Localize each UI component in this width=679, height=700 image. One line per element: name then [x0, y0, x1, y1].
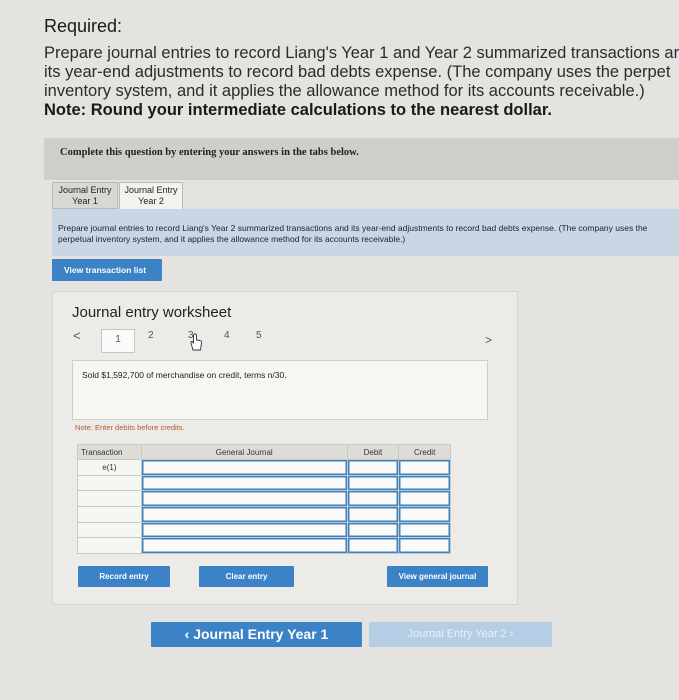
- account-input[interactable]: [141, 491, 347, 507]
- account-input[interactable]: [141, 506, 347, 522]
- debit-input[interactable]: [347, 491, 399, 507]
- previous-tab-button[interactable]: [151, 622, 362, 647]
- account-input[interactable]: [141, 522, 347, 538]
- transaction-cell: [78, 522, 142, 538]
- tab-journal-entry-year-1[interactable]: [52, 182, 118, 209]
- page-3[interactable]: 3: [188, 330, 194, 341]
- credit-input[interactable]: [399, 522, 451, 538]
- next-entry-icon[interactable]: >: [485, 333, 493, 347]
- transaction-description: Sold $1,592,700 of merchandise on credit, terms n/30.: [82, 370, 287, 380]
- tab-journal-entry-year-2[interactable]: [119, 182, 183, 209]
- column-header-debit: Debit: [347, 445, 399, 460]
- view-transaction-list-button[interactable]: View transaction list: [52, 259, 162, 281]
- debit-input[interactable]: [347, 460, 399, 476]
- page-2[interactable]: 2: [148, 330, 154, 341]
- debits-before-credits-note: Note: Enter debits before credits.: [75, 423, 185, 432]
- table-row: [78, 475, 451, 491]
- hand-pointer-icon: [188, 333, 204, 356]
- required-line-3: inventory system, and it applies the allowance method for its accounts receivable.): [44, 82, 645, 100]
- rounding-note: Note: Round your intermediate calculations to the nearest dollar.: [44, 101, 552, 119]
- table-row: [78, 538, 451, 554]
- chevron-left-icon: ‹: [184, 626, 194, 642]
- account-input[interactable]: [141, 460, 347, 476]
- complete-banner-text: Complete this question by entering your answers in the tabs below.: [60, 147, 359, 158]
- required-heading: Required:: [44, 16, 123, 36]
- worksheet-title: Journal entry worksheet: [72, 304, 232, 321]
- column-header-transaction: Transaction: [78, 445, 142, 460]
- required-line-1: Prepare journal entries to record Liang's Year 1 and Year 2 summarized transactions ar: [44, 44, 679, 62]
- tab-label-line2: Year 2: [138, 196, 164, 206]
- tab-label-line2: Year 1: [72, 196, 98, 206]
- debit-input[interactable]: [347, 506, 399, 522]
- next-tab-label: Journal Entry Year 2: [407, 628, 507, 640]
- complete-banner: [44, 138, 679, 180]
- transaction-cell: [78, 491, 142, 507]
- next-tab-button[interactable]: [369, 622, 552, 647]
- clear-entry-button[interactable]: Clear entry: [199, 566, 294, 587]
- table-row: [78, 491, 451, 507]
- credit-input[interactable]: [399, 506, 451, 522]
- required-line-2: its year-end adjustments to record bad debts expense. (The company uses the perpet: [44, 63, 671, 81]
- credit-input[interactable]: [399, 538, 451, 554]
- record-entry-button[interactable]: Record entry: [78, 566, 170, 587]
- column-header-general-journal: General Journal: [141, 445, 347, 460]
- journal-entry-table: [77, 444, 451, 554]
- account-input[interactable]: [141, 538, 347, 554]
- transaction-cell: [78, 475, 142, 491]
- table-row: [78, 506, 451, 522]
- debit-input[interactable]: [347, 475, 399, 491]
- column-header-credit: Credit: [399, 445, 451, 460]
- account-input[interactable]: [141, 475, 347, 491]
- credit-input[interactable]: [399, 475, 451, 491]
- credit-input[interactable]: [399, 491, 451, 507]
- table-row: [78, 460, 451, 476]
- page-1[interactable]: 1: [101, 329, 135, 353]
- page-4[interactable]: 4: [224, 330, 230, 341]
- chevron-right-icon: ›: [506, 628, 514, 640]
- tab-label-line1: Journal Entry: [124, 185, 178, 195]
- tab-label-line1: Journal Entry: [58, 185, 112, 195]
- debit-input[interactable]: [347, 522, 399, 538]
- page-5[interactable]: 5: [256, 330, 262, 341]
- transaction-description-box: [72, 360, 488, 420]
- transaction-cell: [78, 506, 142, 522]
- transaction-cell: [78, 538, 142, 554]
- debit-input[interactable]: [347, 538, 399, 554]
- previous-tab-label: Journal Entry Year 1: [193, 626, 329, 642]
- transaction-cell: e(1): [78, 460, 142, 476]
- table-row: [78, 522, 451, 538]
- previous-entry-icon[interactable]: <: [73, 328, 81, 343]
- instruction-text: Prepare journal entries to record Liang's Year 2 summarized transactions and its year-end adjustments to record bad debts expense. (The company uses the perpetual inventory system, and it applies the allowance method for its accounts receivable.): [58, 223, 648, 244]
- view-general-journal-button[interactable]: View general journal: [387, 566, 488, 587]
- credit-input[interactable]: [399, 460, 451, 476]
